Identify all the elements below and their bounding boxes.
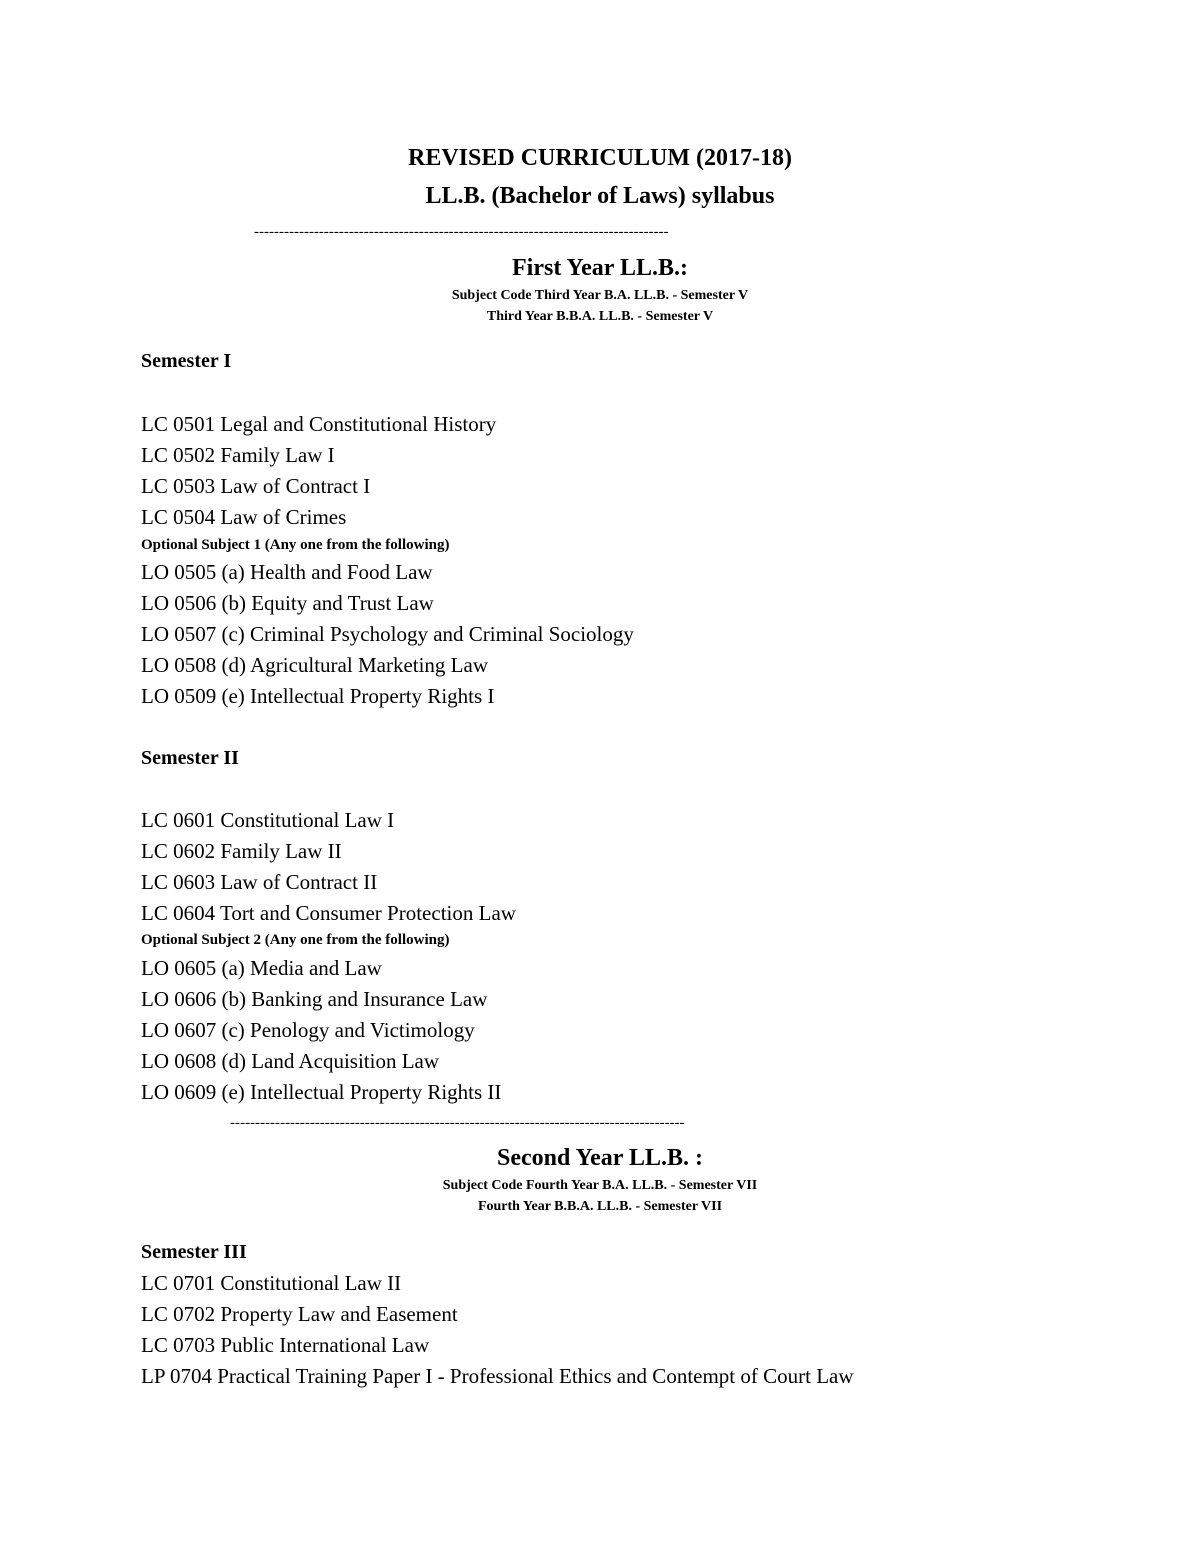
course-item: LC 0502 Family Law I [141, 443, 335, 467]
section-divider: ----------------------------------------------------------------------------------- [254, 224, 669, 240]
course-item: LC 0703 Public International Law [141, 1333, 430, 1357]
course-item: LC 0501 Legal and Constitutional History [141, 412, 497, 436]
optional-course-item: LO 0606 (b) Banking and Insurance Law [141, 987, 488, 1011]
optional-course-item: LO 0605 (a) Media and Law [141, 956, 382, 980]
semester-heading: Semester I [141, 350, 232, 372]
second-year-heading: Second Year LL.B. : [496, 1145, 703, 1171]
section-divider: ------------------------------------------------------------------------------------------- [230, 1115, 685, 1131]
course-item: LC 0701 Constitutional Law II [141, 1271, 402, 1295]
course-item: LC 0604 Tort and Consumer Protection Law [141, 901, 516, 925]
optional-course-item: LO 0508 (d) Agricultural Marketing Law [141, 653, 488, 677]
second-year-subject-line: Fourth Year B.B.A. LL.B. - Semester VII [477, 1199, 723, 1214]
optional-course-item: LO 0608 (d) Land Acquisition Law [141, 1049, 440, 1073]
course-item: LC 0601 Constitutional Law I [141, 808, 395, 832]
course-item: LC 0504 Law of Crimes [141, 505, 347, 529]
semester-heading: Semester III [141, 1241, 247, 1263]
course-item: LC 0503 Law of Contract I [141, 474, 371, 498]
first-year-heading: First Year LL.B.: [512, 255, 688, 281]
first-year-subject-line: Subject Code Third Year B.A. LL.B. - Semester V [451, 288, 749, 303]
optional-subject-heading: Optional Subject 1 (Any one from the following) [141, 537, 450, 553]
first-year-subject-line: Third Year B.B.A. LL.B. - Semester V [486, 309, 714, 324]
optional-subject-heading: Optional Subject 2 (Any one from the following) [141, 932, 450, 948]
document-subtitle: LL.B. (Bachelor of Laws) syllabus [425, 183, 775, 209]
course-item: LC 0702 Property Law and Easement [141, 1302, 458, 1326]
optional-course-item: LO 0509 (e) Intellectual Property Rights I [141, 684, 495, 708]
course-item: LC 0602 Family Law II [141, 839, 342, 863]
document-title: REVISED CURRICULUM (2017-18) [408, 145, 792, 171]
optional-course-item: LO 0607 (c) Penology and Victimology [141, 1018, 475, 1042]
optional-course-item: LO 0505 (a) Health and Food Law [141, 560, 433, 584]
optional-course-item: LO 0609 (e) Intellectual Property Rights II [141, 1080, 502, 1104]
optional-course-item: LO 0506 (b) Equity and Trust Law [141, 591, 434, 615]
course-item: LC 0603 Law of Contract II [141, 870, 378, 894]
course-item: LP 0704 Practical Training Paper I - Professional Ethics and Contempt of Court Law [141, 1364, 854, 1388]
second-year-subject-line: Subject Code Fourth Year B.A. LL.B. - Semester VII [442, 1178, 758, 1193]
optional-course-item: LO 0507 (c) Criminal Psychology and Criminal Sociology [141, 622, 634, 646]
semester-heading: Semester II [141, 747, 239, 769]
